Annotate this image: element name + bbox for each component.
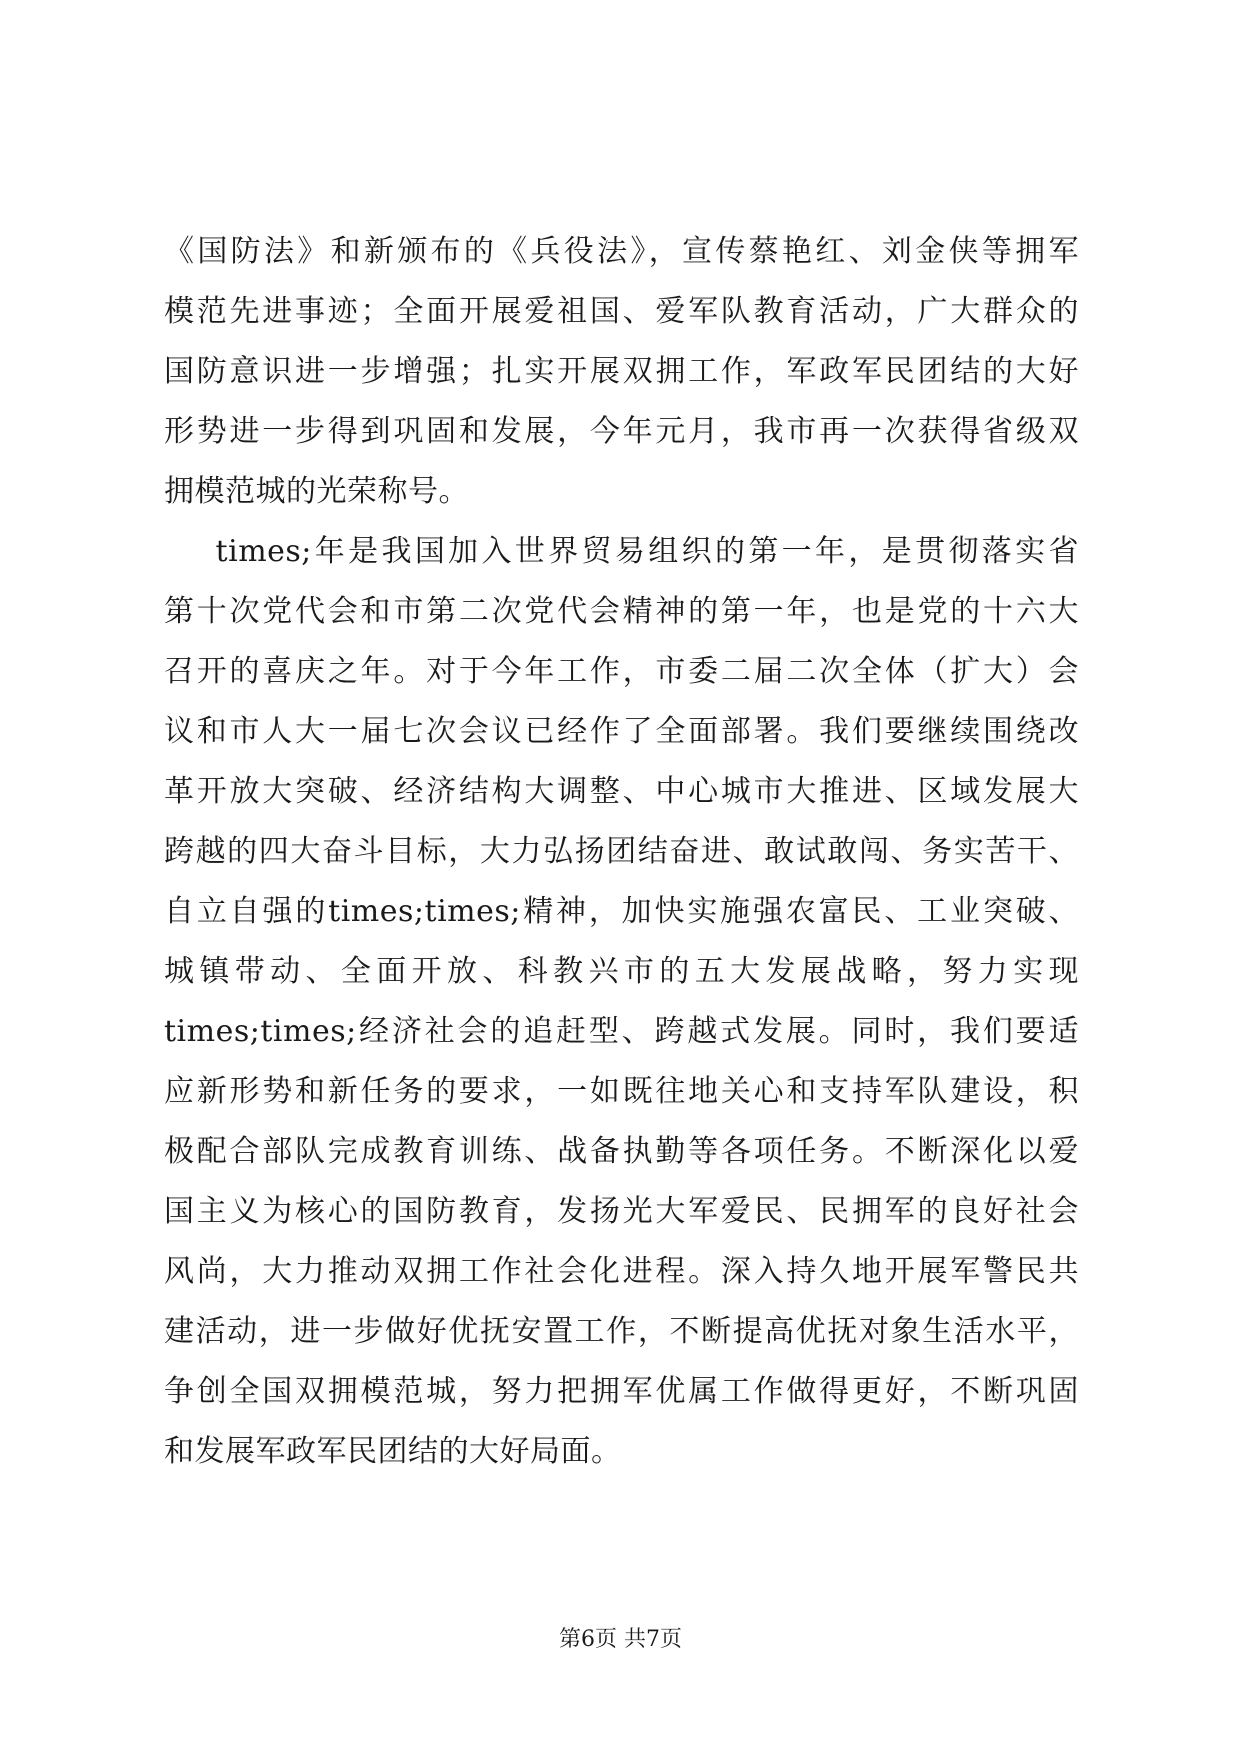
text-line: 议和市人大一届七次会议已经作了全面部署。我们要继续围绕改 [164, 714, 1079, 749]
text-line: 应新形势和新任务的要求，一如既往地关心和支持军队建设，积 [164, 1074, 1079, 1109]
text-line: 第十次党代会和市第二次党代会精神的第一年，也是党的十六大 [164, 594, 1079, 629]
text-line: 模范先进事迹；全面开展爱祖国、爱军队教育活动，广大群众的 [164, 294, 1079, 329]
text-line: 召开的喜庆之年。对于今年工作，市委二届二次全体（扩大）会 [164, 654, 1079, 689]
text-line: 极配合部队完成教育训练、战备执勤等各项任务。不断深化以爱 [164, 1134, 1079, 1169]
text-line: 革开放大突破、经济结构大调整、中心城市大推进、区域发展大 [164, 774, 1079, 809]
text-line: 风尚，大力推动双拥工作社会化进程。深入持久地开展军警民共 [164, 1254, 1079, 1289]
text-line: 形势进一步得到巩固和发展，今年元月，我市再一次获得省级双 [164, 414, 1079, 449]
text-line: times;times;经济社会的追赶型、跨越式发展。同时，我们要适 [164, 1014, 1079, 1049]
text-line: 国防意识进一步增强；扎实开展双拥工作，军政军民团结的大好 [164, 354, 1079, 389]
text-line: 国主义为核心的国防教育，发扬光大军爱民、民拥军的良好社会 [164, 1194, 1079, 1229]
text-line: 拥模范城的光荣称号。 [164, 474, 469, 509]
text-line: 争创全国双拥模范城，努力把拥军优属工作做得更好，不断巩固 [164, 1374, 1079, 1409]
text-line: 自立自强的times;times;精神，加快实施强农富民、工业突破、 [164, 894, 1079, 929]
text-line: 建活动，进一步做好优抚安置工作，不断提高优抚对象生活水平， [164, 1314, 1079, 1349]
text-line: 《国防法》和新颁布的《兵役法》，宣传蔡艳红、刘金侠等拥军 [164, 234, 1079, 269]
text-line: 和发展军政军民团结的大好局面。 [164, 1434, 622, 1469]
text-line: 城镇带动、全面开放、科教兴市的五大发展战略，努力实现 [164, 954, 1079, 989]
text-line: 跨越的四大奋斗目标，大力弘扬团结奋进、敢试敢闯、务实苦干、 [164, 834, 1079, 869]
text-line: times;年是我国加入世界贸易组织的第一年，是贯彻落实省 [164, 534, 1079, 569]
body-text [164, 222, 1079, 1482]
page-number: 第6页 共7页 [559, 1627, 682, 1652]
page-footer [0, 1625, 1241, 1655]
